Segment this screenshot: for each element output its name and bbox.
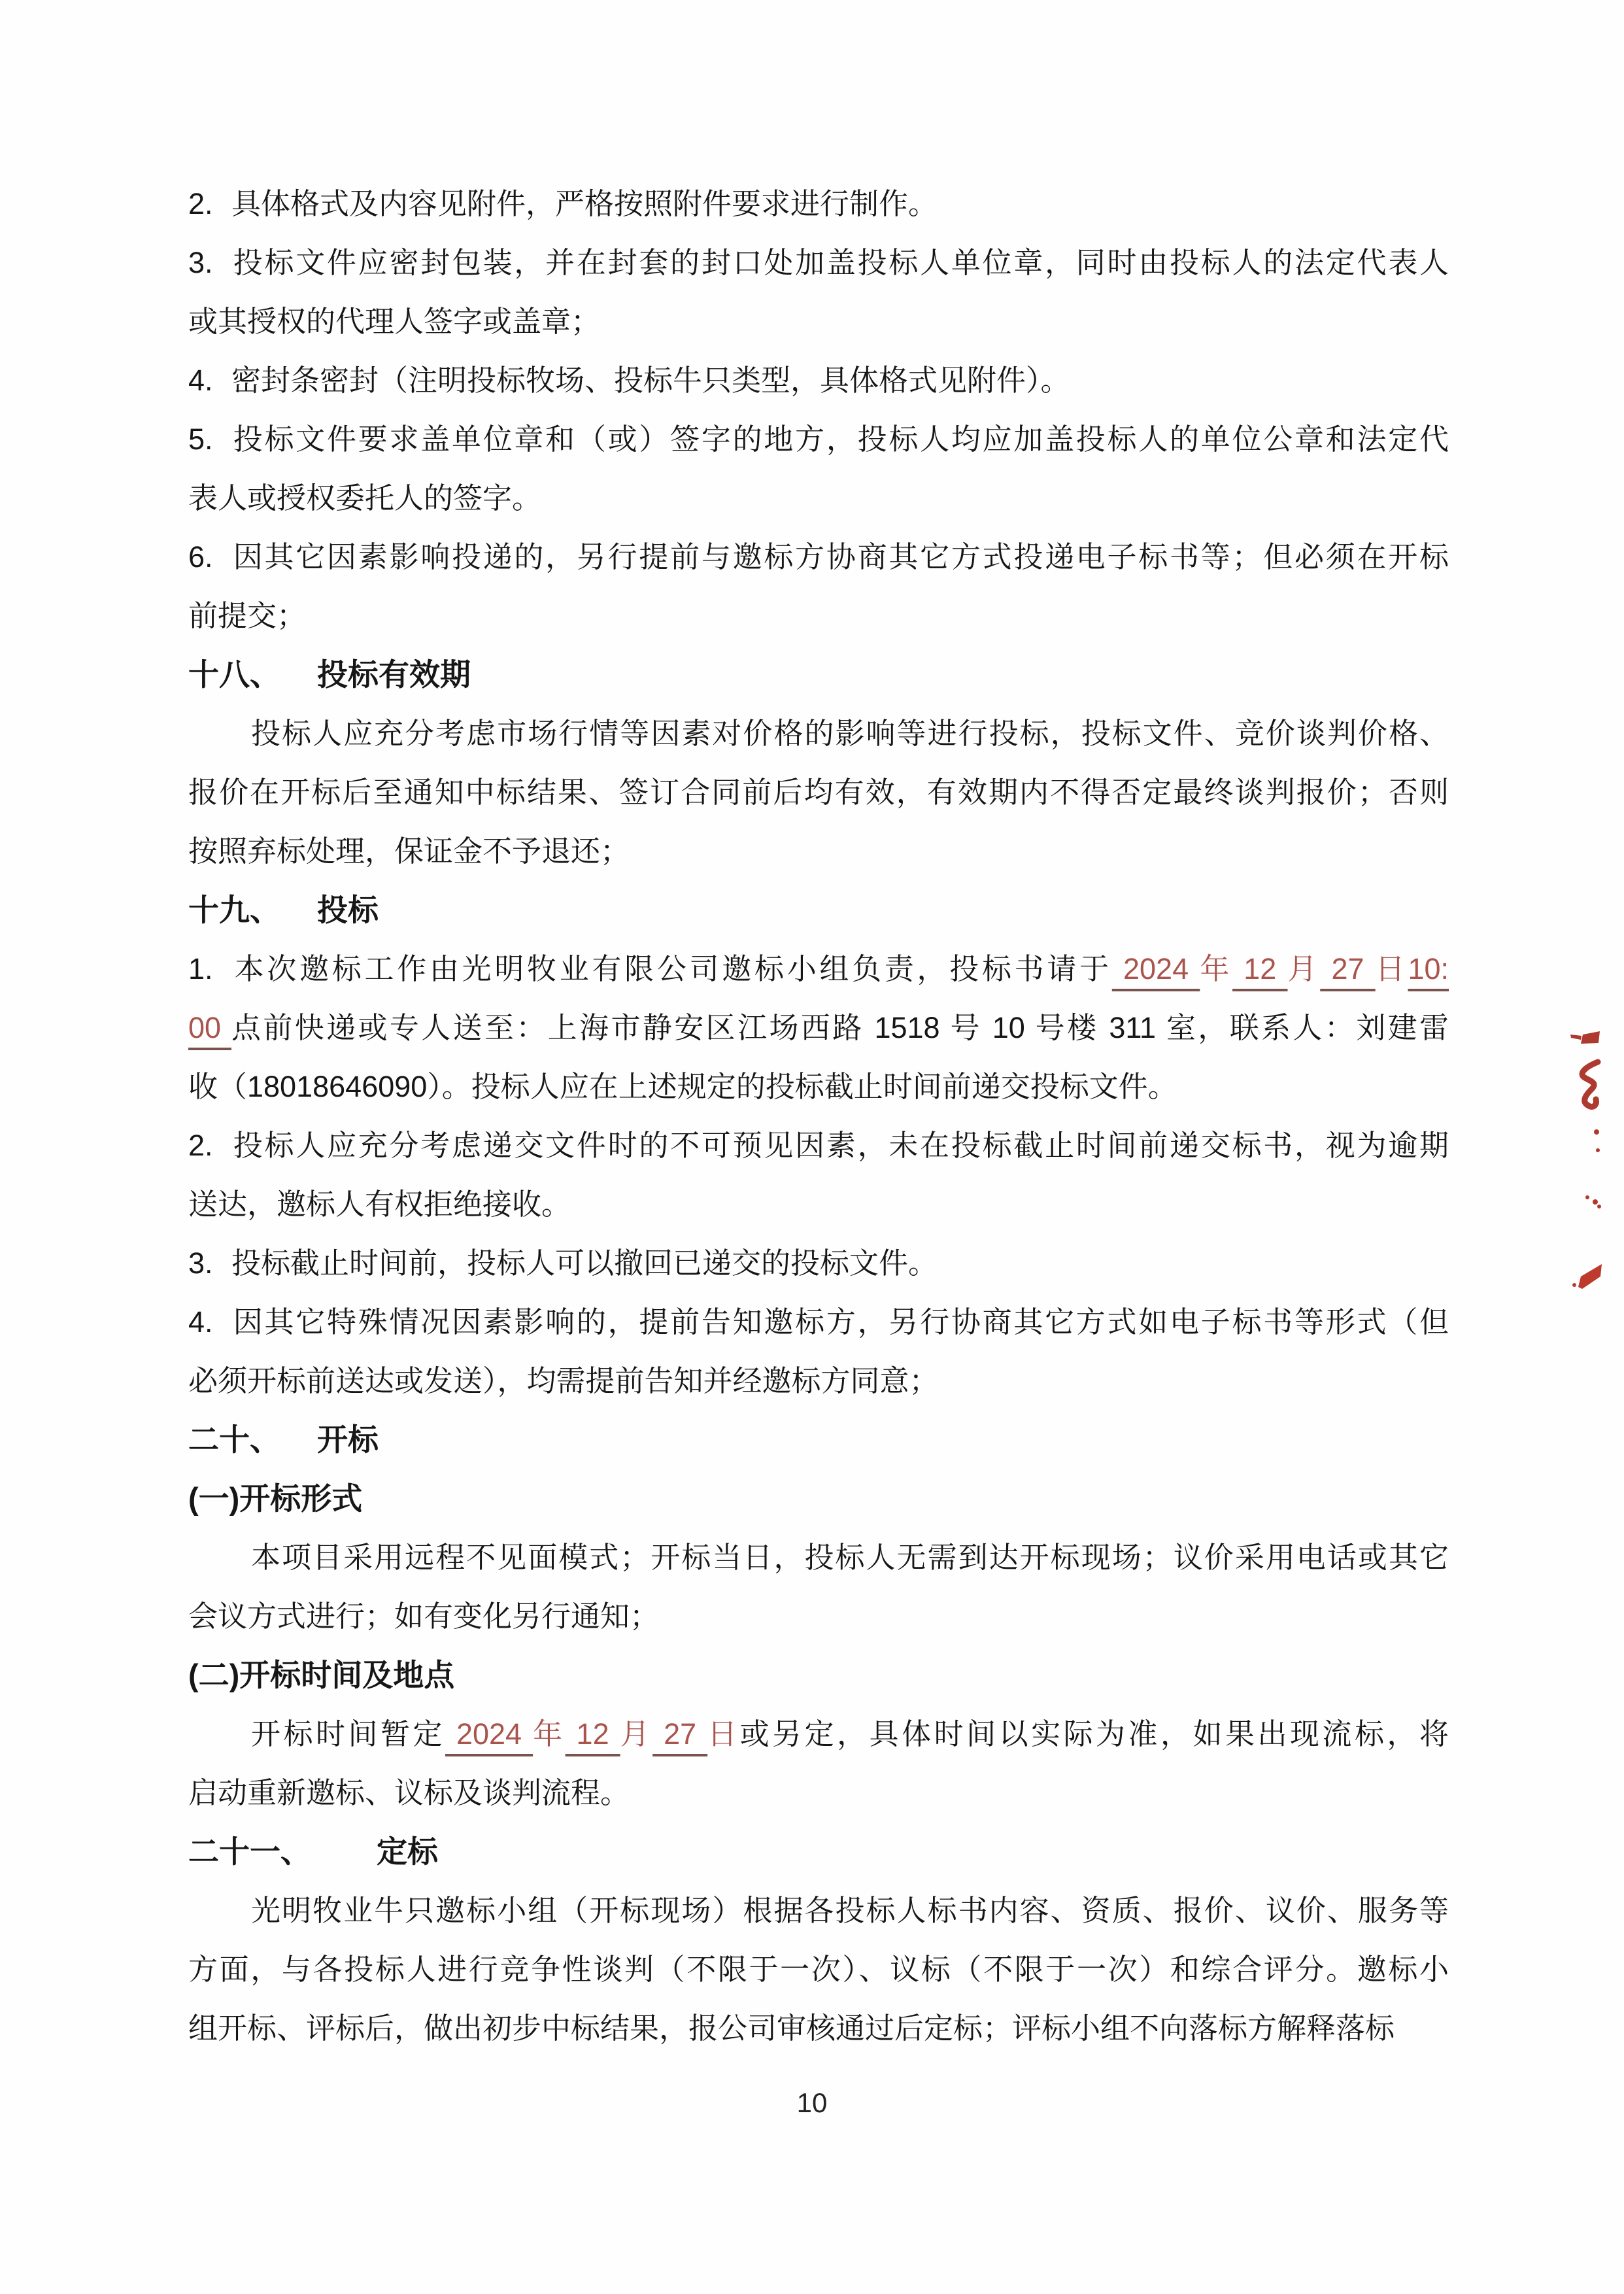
heading-number: 二十、 bbox=[188, 1422, 280, 1457]
list-marker: 5. bbox=[188, 422, 213, 456]
section-heading bbox=[188, 645, 1449, 704]
text-line bbox=[188, 1116, 1449, 1175]
text-line bbox=[188, 528, 1449, 587]
text-segment: 按照弃标处理，保证金不予退还； bbox=[188, 834, 630, 868]
text-segment: 送达，邀标人有权拒绝接收。 bbox=[188, 1188, 571, 1221]
stamp-stroke-bottom bbox=[1578, 1264, 1602, 1289]
date-filled-blank: 年 bbox=[533, 1717, 566, 1751]
text-segment: 投标 bbox=[317, 893, 379, 927]
date-filled-blank: 月 bbox=[620, 1717, 653, 1751]
list-marker: 2. bbox=[188, 1129, 213, 1162]
list-marker: 3. bbox=[188, 246, 213, 279]
text-segment: 因其它因素影响投递的，另行提前与邀标方协商其它方式投递电子标书等；但必须在开标 bbox=[231, 540, 1449, 574]
heading-number: 二十一、 bbox=[188, 1834, 311, 1869]
text-segment: 必须开标前送达或发送），均需提前告知并经邀标方同意； bbox=[188, 1364, 939, 1397]
red-stamp-edge-marks bbox=[1561, 1012, 1624, 1293]
text-line bbox=[188, 1175, 1449, 1234]
text-segment: 或另定，具体时间以实际为准，如果出现流标，将 bbox=[739, 1717, 1449, 1751]
stamp-stroke-top bbox=[1570, 1031, 1600, 1044]
text-line bbox=[188, 1705, 1449, 1764]
text-line bbox=[188, 1528, 1449, 1587]
text-segment: 点前快递或专人送至：上海市静安区江场西路 1518 号 10 号楼 311 室，联系人：刘建雷 bbox=[231, 1011, 1449, 1044]
stamp-dot bbox=[1594, 1129, 1599, 1135]
text-segment: 开标时间暂定 bbox=[251, 1717, 445, 1751]
text-segment: 投标人应充分考虑市场行情等因素对价格的影响等进行投标，投标文件、竞价谈判价格、 bbox=[251, 717, 1449, 750]
text-line bbox=[188, 1057, 1449, 1116]
text-segment: 本次邀标工作由光明牧业有限公司邀标小组负责，投标书请于 bbox=[231, 952, 1112, 985]
text-segment: 投标文件应密封包装，并在封套的封口处加盖投标人单位章，同时由投标人的法定代表人 bbox=[231, 246, 1449, 279]
text-segment: (二)开标时间及地点 bbox=[188, 1658, 455, 1692]
section-heading bbox=[188, 1823, 1449, 1881]
text-line bbox=[188, 704, 1449, 763]
text-segment: 开标 bbox=[317, 1422, 379, 1457]
text-line bbox=[188, 587, 1449, 645]
date-filled-blank: 12 bbox=[565, 1717, 620, 1751]
text-segment: 启动重新邀标、议标及谈判流程。 bbox=[188, 1776, 630, 1809]
stamp-dot bbox=[1596, 1148, 1600, 1152]
list-marker: 3. bbox=[188, 1246, 213, 1280]
text-segment: (一)开标形式 bbox=[188, 1481, 363, 1516]
text-line bbox=[188, 1234, 1449, 1293]
section-heading bbox=[188, 1411, 1449, 1469]
text-segment: 投标文件要求盖单位章和（或）签字的地方，投标人均应加盖投标人的单位公章和法定代 bbox=[231, 422, 1449, 456]
text-line bbox=[188, 1587, 1449, 1646]
stamp-dot bbox=[1597, 1205, 1601, 1208]
text-segment: 投标人应充分考虑递交文件时的不可预见因素，未在投标截止时间前递交标书，视为逾期 bbox=[231, 1129, 1449, 1162]
text-segment: 密封条密封（注明投标牧场、投标牛只类型，具体格式见附件）。 bbox=[231, 364, 1070, 397]
date-filled-blank: 2024 bbox=[1111, 952, 1200, 985]
text-segment: 投标有效期 bbox=[317, 657, 471, 692]
list-marker: 1. bbox=[188, 952, 213, 985]
text-line bbox=[188, 469, 1449, 528]
heading-number: 十八、 bbox=[188, 657, 280, 692]
date-filled-blank: 日 bbox=[1375, 952, 1408, 985]
list-marker: 4. bbox=[188, 364, 213, 397]
text-block bbox=[188, 175, 1449, 2058]
text-line bbox=[188, 822, 1449, 881]
stamp-squiggle bbox=[1582, 1062, 1598, 1106]
text-line bbox=[188, 233, 1449, 292]
text-segment: 或其授权的代理人签字或盖章； bbox=[188, 305, 601, 338]
heading-number: 十九、 bbox=[188, 893, 280, 927]
text-segment: 投标截止时间前，投标人可以撤回已递交的投标文件。 bbox=[231, 1246, 938, 1280]
list-marker: 2. bbox=[188, 187, 213, 220]
text-line bbox=[188, 410, 1449, 469]
date-filled-blank: 日 bbox=[707, 1717, 740, 1751]
text-line bbox=[188, 1940, 1449, 1999]
text-segment: 前提交； bbox=[188, 599, 307, 632]
section-heading bbox=[188, 1469, 1449, 1528]
date-filled-blank: 00 bbox=[188, 1011, 231, 1044]
date-filled-blank: 年 bbox=[1200, 952, 1233, 985]
text-segment: 表人或授权委托人的签字。 bbox=[188, 481, 542, 515]
date-filled-blank: 27 bbox=[1320, 952, 1376, 985]
list-marker: 4. bbox=[188, 1305, 213, 1339]
text-line bbox=[188, 1764, 1449, 1823]
text-segment: 组开标、评标后，做出初步中标结果，报公司审核通过后定标；评标小组不向落标方解释落标 bbox=[188, 2012, 1395, 2045]
text-line bbox=[188, 940, 1449, 999]
text-line bbox=[188, 1881, 1449, 1940]
date-filled-blank: 27 bbox=[652, 1717, 708, 1751]
text-line bbox=[188, 175, 1449, 233]
text-line bbox=[188, 1352, 1449, 1411]
date-filled-blank: 月 bbox=[1287, 952, 1321, 985]
stamp-dot bbox=[1572, 1283, 1576, 1287]
text-segment: 因其它特殊情况因素影响的，提前告知邀标方，另行协商其它方式如电子标书等形式（但 bbox=[231, 1305, 1449, 1339]
date-filled-blank: 10: bbox=[1408, 952, 1449, 985]
text-segment: 报价在开标后至通知中标结果、签订合同前后均有效，有效期内不得否定最终谈判报价；否则 bbox=[188, 776, 1449, 809]
text-segment: 会议方式进行；如有变化另行通知； bbox=[188, 1600, 660, 1633]
text-line bbox=[188, 351, 1449, 410]
date-filled-blank: 12 bbox=[1232, 952, 1288, 985]
text-segment: 方面，与各投标人进行竞争性谈判（不限于一次）、议标（不限于一次）和综合评分。邀标小 bbox=[188, 1953, 1449, 1986]
text-segment: 光明牧业牛只邀标小组（开标现场）根据各投标人标书内容、资质、报价、议价、服务等 bbox=[251, 1894, 1449, 1927]
text-line bbox=[188, 292, 1449, 351]
text-line bbox=[188, 763, 1449, 822]
text-segment: 收（18018646090）。投标人应在上述规定的投标截止时间前递交投标文件。 bbox=[188, 1070, 1177, 1103]
text-segment: 定标 bbox=[377, 1834, 438, 1869]
text-line bbox=[188, 1293, 1449, 1352]
text-line bbox=[188, 999, 1449, 1057]
text-segment: 具体格式及内容见附件，严格按照附件要求进行制作。 bbox=[231, 187, 938, 220]
stamp-dot bbox=[1585, 1195, 1589, 1199]
section-heading bbox=[188, 1646, 1449, 1705]
text-segment: 本项目采用远程不见面模式；开标当日，投标人无需到达开标现场；议价采用电话或其它 bbox=[251, 1541, 1449, 1574]
page-number: 10 bbox=[796, 2087, 828, 2118]
text-line bbox=[188, 1999, 1449, 2058]
stamp-dot bbox=[1593, 1199, 1598, 1205]
date-filled-blank: 2024 bbox=[445, 1717, 533, 1751]
list-marker: 6. bbox=[188, 540, 213, 574]
section-heading bbox=[188, 881, 1449, 940]
